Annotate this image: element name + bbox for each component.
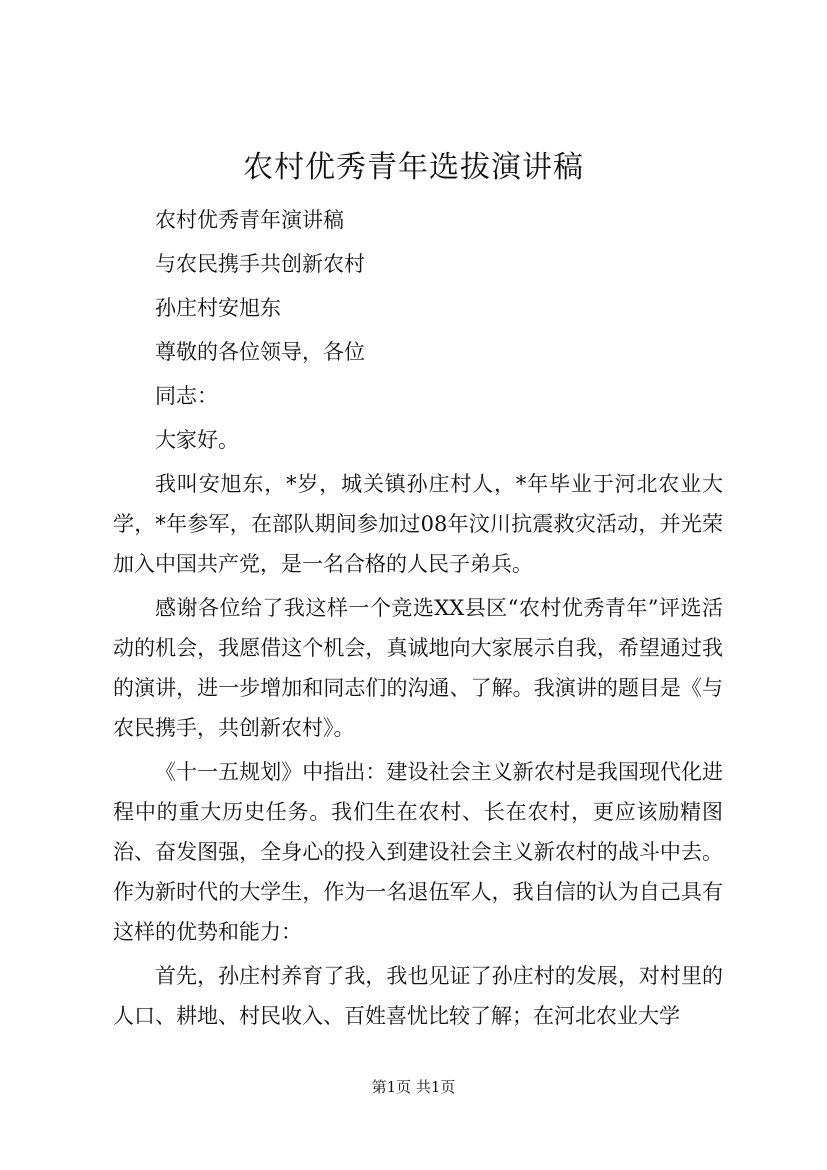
greeting-line: 大家好。 [155,428,239,452]
paragraph-thanks: 感谢各位给了我这样一个竞选XX县区“农村优秀青年”评选活动的机会，我愿借这个机会，真诚地向大家展示自我，希望通过我的演讲，进一步增加和同志们的沟通、了解。我演讲的题目是《与农民携手，共创新农村》。 [113,596,723,740]
document-body [113,196,723,1036]
subtitle-line: 农村优秀青年演讲稿 [155,208,344,232]
paragraph-first-point: 首先，孙庄村养育了我，我也见证了孙庄村的发展，对村里的人口、耕地、村民收入、百姓喜忧比较了解；在河北农业大学 [113,964,723,1028]
salutation-continued-line: 同志： [155,384,218,408]
paragraph-plan: 《十一五规划》中指出：建设社会主义新农村是我国现代化进程中的重大历史任务。我们生在农村、长在农村，更应该励精图治、奋发图强，全身心的投入到建设社会主义新农村的战斗中去。作为新时代的大学生，作为一名退伍军人，我自信的认为自己具有这样的优势和能力： [113,760,723,944]
salutation-line: 尊敬的各位领导，各位 [155,340,365,364]
speech-theme-line: 与农民携手共创新农村 [155,252,365,276]
paragraph-introduction: 我叫安旭东，*岁，城关镇孙庄村人，*年毕业于河北农业大学，*年参军，在部队期间参加过08年汶川抗震救灾活动，并光荣加入中国共产党，是一名合格的人民子弟兵。 [113,472,723,576]
document-title: 农村优秀青年选拔演讲稿 [243,150,584,185]
page-footer: 第1页 共1页 [371,1078,456,1096]
author-line: 孙庄村安旭东 [155,296,281,320]
